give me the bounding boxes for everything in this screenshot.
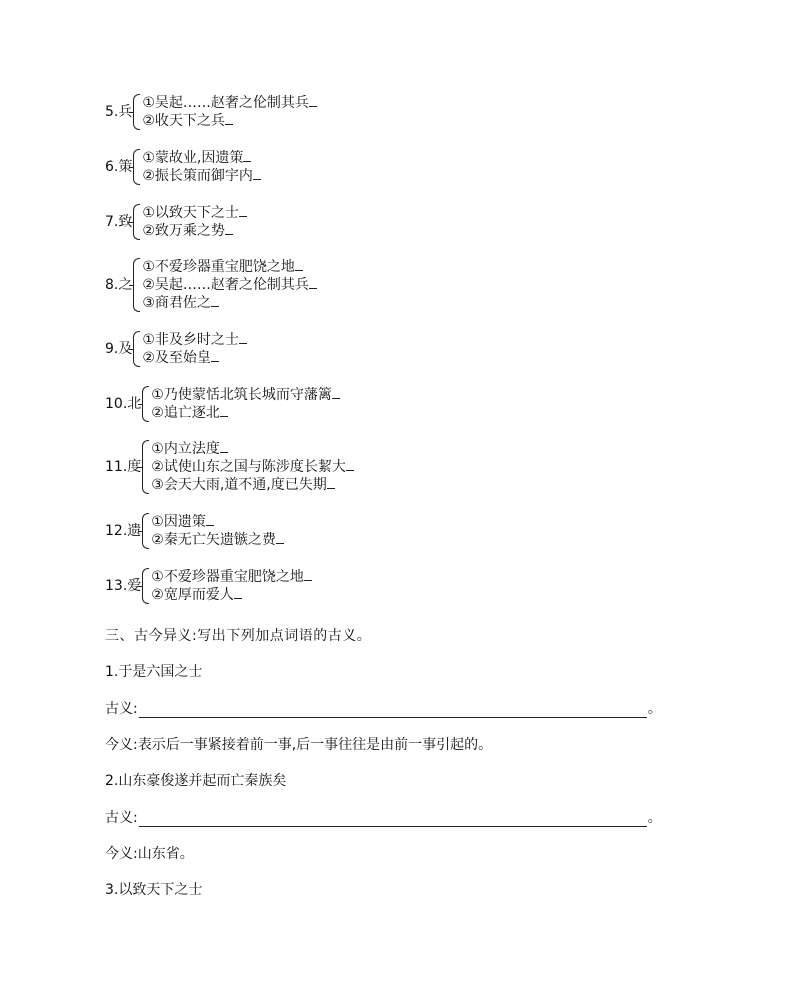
old-meaning-answer-field[interactable] [139, 703, 647, 718]
list-item: ②致万乘之势 [142, 222, 247, 240]
brace-icon [142, 440, 149, 494]
brace-icon [133, 204, 140, 240]
group-label: 8.之 [105, 277, 133, 293]
list-item: ①蒙故业,因遗策 [142, 149, 261, 167]
list-item: ①不爱珍器重宝肥饶之地 [142, 258, 317, 276]
old-meaning-label: 古义: [105, 701, 138, 717]
question-prompt-2: 2.山东豪俊遂并起而亡秦族矣 [105, 773, 287, 789]
answer-blank[interactable] [220, 404, 228, 417]
group-label: 6.策 [105, 159, 133, 175]
old-meaning-label: 古义: [105, 810, 138, 826]
answer-blank[interactable] [332, 386, 340, 399]
answer-blank[interactable] [346, 458, 354, 471]
old-meaning-row-1 [105, 700, 662, 718]
period-mark: 。 [647, 810, 662, 826]
list-item: ①吴起……赵奢之伦制其兵 [142, 94, 317, 112]
answer-blank[interactable] [327, 476, 335, 489]
answer-blank[interactable] [225, 222, 233, 235]
answer-blank[interactable] [309, 276, 317, 289]
brace-icon [142, 568, 149, 604]
modern-meaning-1: 今义:表示后一事紧接着前一事,后一事往往是由前一事引起的。 [105, 737, 493, 753]
group-label: 7.致 [105, 214, 133, 230]
polysemy-group-9 [105, 331, 247, 367]
brace-icon [142, 386, 149, 422]
list-item: ②振长策而御宇内 [142, 167, 261, 185]
answer-blank[interactable] [234, 586, 242, 599]
brace-icon [133, 94, 140, 130]
list-item: ②追亡逐北 [151, 404, 340, 422]
brace-icon [142, 513, 149, 549]
answer-blank[interactable] [239, 204, 247, 217]
answer-blank[interactable] [239, 331, 247, 344]
question-prompt-1: 1.于是六国之士 [105, 664, 203, 680]
answer-blank[interactable] [253, 167, 261, 180]
list-item: ②试使山东之国与陈涉度长絜大 [151, 458, 354, 476]
answer-blank[interactable] [220, 440, 228, 453]
period-mark: 。 [647, 701, 662, 717]
old-meaning-answer-field[interactable] [139, 812, 647, 827]
polysemy-group-7 [105, 204, 247, 240]
list-item: ②吴起……赵奢之伦制其兵 [142, 276, 317, 294]
list-item: ②宽厚而爱人 [151, 586, 312, 604]
answer-blank[interactable] [309, 94, 317, 107]
list-item: ①内立法度 [151, 440, 354, 458]
answer-blank[interactable] [211, 294, 219, 307]
modern-meaning-2: 今义:山东省。 [105, 846, 194, 862]
list-item: ①乃使蒙恬北筑长城而守藩篱 [151, 386, 340, 404]
list-item: ②收天下之兵 [142, 112, 317, 130]
question-prompt-3: 3.以致天下之士 [105, 882, 203, 898]
group-label: 11.度 [105, 459, 142, 475]
brace-icon [133, 258, 140, 312]
answer-blank[interactable] [211, 349, 219, 362]
polysemy-group-8 [105, 258, 317, 312]
list-item: ①非及乡时之士 [142, 331, 247, 349]
polysemy-group-13 [105, 568, 312, 604]
list-item: ①不爱珍器重宝肥饶之地 [151, 568, 312, 586]
polysemy-group-11 [105, 440, 354, 494]
list-item: ②及至始皇 [142, 349, 247, 367]
list-item: ③商君佐之 [142, 294, 317, 312]
group-label: 9.及 [105, 341, 133, 357]
group-label: 10.北 [105, 396, 142, 412]
answer-blank[interactable] [225, 112, 233, 125]
group-label: 5.兵 [105, 104, 133, 120]
list-item: ②秦无亡矢遗镞之费 [151, 531, 284, 549]
answer-blank[interactable] [243, 149, 251, 162]
group-label: 13.爱 [105, 578, 142, 594]
list-item: ③会天大雨,道不通,度已失期 [151, 476, 354, 494]
answer-blank[interactable] [304, 568, 312, 581]
brace-icon [133, 331, 140, 367]
answer-blank[interactable] [295, 258, 303, 271]
brace-icon [133, 149, 140, 185]
polysemy-group-5 [105, 94, 317, 130]
group-label: 12.遗 [105, 523, 142, 539]
old-meaning-row-2 [105, 809, 662, 827]
section-title: 三、古今异义:写出下列加点词语的古义。 [105, 628, 372, 644]
list-item: ①因遗策 [151, 513, 284, 531]
polysemy-group-12 [105, 513, 284, 549]
polysemy-group-10 [105, 386, 340, 422]
polysemy-group-6 [105, 149, 261, 185]
answer-blank[interactable] [276, 531, 284, 544]
answer-blank[interactable] [206, 513, 214, 526]
list-item: ①以致天下之士 [142, 204, 247, 222]
